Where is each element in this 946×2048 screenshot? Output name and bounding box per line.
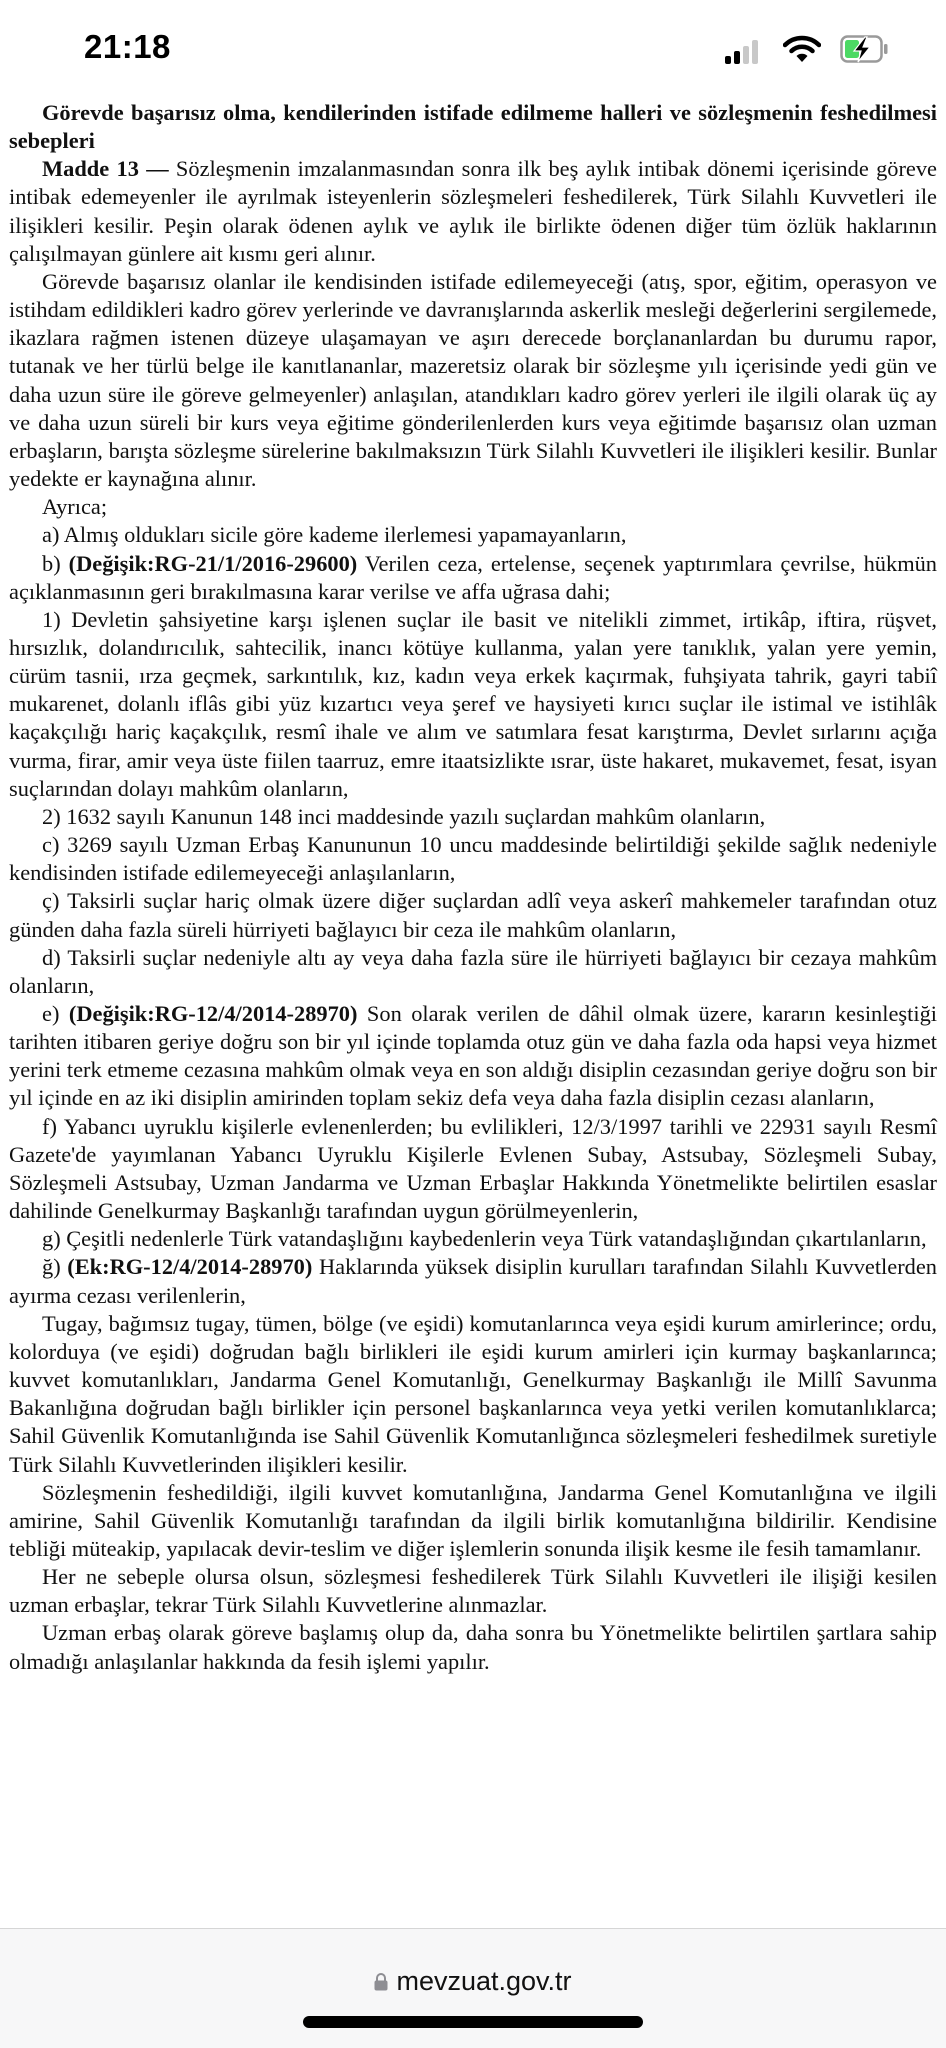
list-item-e (9, 1000, 937, 1113)
wifi-icon (783, 35, 821, 68)
section-heading: Görevde başarısız olma, kendilerinden istifade edilmeme halleri ve sözleşmenin feshedilmesi sebepleri (9, 100, 937, 154)
item-e-text: Son olarak verilen de dâhil olmak üzere, kararın kesinleştiği tarihten itibaren geriye doğru son bir yıl içinde toplamda otuz gün ve daha fazla oda hapsi veya hizmet yerini terk etmeme cezasına mahkûm olmak veya en son aldığı disiplin cezasından geriye doğru son bir yıl içinde en az iki disiplin amirinden toplam sekiz defa veya daha fazla disiplin cezası alanların, (9, 1001, 937, 1111)
list-item-f: f) Yabancı uyruklu kişilerle evlenenlerden; bu evlilikleri, 12/3/1997 tarihli ve 22931 sayılı Resmî Gazete'de yayımlanan Yabancı Uyruklu Kişilerle Evlenen Subay, Astsubay, Sözleşmeli Subay, Sözleşmeli Astsubay, Uzman Jandarma ve Uzman Erbaşlar Hakkında Yönetmelikte belirtilen esaslar dahilinde Genelkurmay Başkanlığı tarafından uygun görülmeyenlerin, (9, 1113, 937, 1224)
home-indicator[interactable] (303, 2016, 643, 2028)
url-display[interactable] (0, 1966, 946, 1997)
amendment-reference: (Değişik:RG-12/4/2014-28970) (68, 1001, 358, 1026)
list-item-b2: 2) 1632 sayılı Kanunun 148 inci maddesinde yazılı suçlardan mahkûm olanların, (42, 803, 766, 829)
paragraph-also: Ayrıca; (42, 494, 108, 520)
list-item-b1: 1) Devletin şahsiyetine karşı işlenen suçlar ile basit ve nitelikli zimmet, irtikâp, iftira, rüşvet, hırsızlık, dolandırıcılık, sahtecilik, inancı kötüye kullanma, yalan yere tanıklık, yalan yere yemin, cürüm tasnii, ırza geçmek, sarkıntılık, kız, kadın veya erkek kaçırmak, fuhşiyata tahrik, gayri tabiî mukarenet, dolanlı iflâs gibi yüz kızartıcı veya şeref ve haysiyeti kırıcı suçlar ile istimal ve istihlâk kaçakçılığı hariç kaçakçılık, resmî ihale ve alım ve satımlara fesat karıştırma, Devlet sırlarını açığa vurma, firar, amir veya üste fiilen taarruz, emre itaatsizlikte ısrar, üste hakaret, mukavemet, fesat, isyan suçlarından dolayı mahkûm olanların, (9, 606, 937, 801)
article-text: Sözleşmenin imzalanmasından sonra ilk beş aylık intibak dönemi içerisinde göreve intibak edemeyenler ile ayrılmak isteyenlerin sözleşmeleri feshedilerek, Türk Silahlı Kuvvetleri ile ilişikleri kesilir. Peşin olarak ödenen aylık ve aylık ile birlikte ödenen diğer tüm özlük haklarının çalışılmayan günlere ait kısmı geri alınır. (9, 156, 937, 266)
status-bar (0, 0, 946, 100)
item-b-prefix: b) (42, 550, 69, 576)
item-gg-prefix: ğ) (42, 1254, 68, 1280)
item-b-text: Verilen ceza, ertelense, seçenek yaptırımlara çevrilse, hükmün açıklanmasının geri bırakılmasına karar verilse ve affa uğrasa dahi; (9, 550, 938, 604)
list-item-b (9, 550, 937, 606)
list-item-a: a) Almış oldukları sicile göre kademe ilerlemesi yapamayanların, (42, 522, 627, 548)
battery-charging-icon (840, 35, 890, 63)
article-paragraph (9, 155, 937, 268)
amendment-reference: (Ek:RG-12/4/2014-28970) (67, 1254, 313, 1280)
paragraph-notification: Sözleşmenin feshedildiği, ilgili kuvvet komutanlığına, Jandarma Genel Komutanlığına ve ilgili amirine, Sahil Güvenlik Komutanlığı tarafından da ilgili birlik komutanlığına bildirilir. Kendisine tebliği müteakip, yapılacak devir-teslim ve diğer işlemlerin sonunda ilişik kesme ile fesih tamamlanır. (9, 1479, 937, 1561)
url-text: mevzuat.gov.tr (396, 1966, 572, 1996)
item-e-prefix: e) (42, 1001, 69, 1026)
amendment-reference: (Değişik:RG-21/1/2016-29600) (68, 550, 358, 576)
list-item-cc: ç) Taksirli suçlar hariç olmak üzere diğer suçlardan adlî veya askerî mahkemeler tarafından otuz günden daha fazla süreli hürriyeti bağlayıcı bir ceza ile mahkûm olanların, (9, 888, 937, 942)
list-item-g: g) Çeşitli nedenlerle Türk vatandaşlığını kaybedenlerin veya Türk vatandaşlığından çıkartılanların, (42, 1226, 927, 1252)
paragraph-no-rehire: Her ne sebeple olursa olsun, sözleşmesi feshedilerek Türk Silahlı Kuvvetleri ile ilişiği kesilen uzman erbaşlar, tekrar Türk Silahlı Kuvvetlerine alınmazlar. (9, 1564, 937, 1618)
list-item-d: d) Taksirli suçlar nedeniyle altı ay veya daha fazla süre ile hürriyeti bağlayıcı bir cezaya mahkûm olanların, (9, 944, 937, 998)
browser-address-bar[interactable] (0, 1929, 946, 2048)
article-label: Madde 13 — (42, 156, 169, 182)
paragraph-authorities: Tugay, bağımsız tugay, tümen, bölge (ve eşidi) komutanlarınca veya eşidi kurum amirlerince; ordu, kolorduya (ve eşidi) doğrudan bağlı birlikleri ile eşidi kurum amirleri için kurmay başkanlarınca; kuvvet komutanlıkları, Jandarma Genel Komutanlığı, Genelkurmay Başkanlığı ile Millî Savunma Bakanlığına doğrudan bağlı birlikler için personel başkanlarınca veya yetki verilen komutanlıklarca; Sahil Güvenlik Komutanlığında ise Sahil Güvenlik Komutanlığınca sözleşmeleri feshedilmek suretiyle Türk Silahlı Kuvvetlerinden ilişikleri kesilir. (9, 1310, 937, 1477)
item-gg-text: Haklarında yüksek disiplin kurulları tarafından Silahlı Kuvvetlerden ayırma cezası verilenlerin, (9, 1254, 937, 1308)
cellular-signal-icon (725, 40, 761, 64)
paragraph-failure: Görevde başarısız olanlar ile kendisinden istifade edilemeyeceği (atış, spor, eğitim, operasyon ve istihdam edildikleri kadro görev yerlerinde ve davranışlarında askerlik mesleği değerlerini sergilemede, ikazlara rağmen istenen düzeye ulaşamayan ve aşırı derecede borçlananlardan bu durumu rapor, tutanak ve her türlü belge ile kanıtlananlar, mazeretsiz olarak bir sözleşme yılı içerisinde yedi gün ve daha uzun süre ile göreve gelmeyenler) anlaşılan, atandıkları kadro görev yerleri ile ilgili olarak üç ay ve daha uzun süreli bir kurs veya eğitime gönderilenlerden kurs veya eğitimde başarısız olan uzman erbaşların, barışta sözleşme sürelerine bakılmaksızın Türk Silahlı Kuvvetleri ile ilişikleri kesilir. Bunlar yedekte er kaynağına alınır. (9, 268, 937, 492)
lock-icon (374, 1967, 388, 1984)
regulation-document (9, 99, 937, 1676)
list-item-c: c) 3269 sayılı Uzman Erbaş Kanununun 10 uncu maddesinde belirtildiği şekilde sağlık nedeniyle kendisinden istifade edilemeyeceği anlaşılanların, (9, 832, 937, 886)
paragraph-termination: Uzman erbaş olarak göreve başlamış olup da, daha sonra bu Yönetmelikte belirtilen şartlara sahip olmadığı anlaşılanlar hakkında da fesih işlemi yapılır. (9, 1620, 937, 1674)
list-item-gg (9, 1253, 937, 1309)
status-time: 21:18 (84, 28, 171, 65)
